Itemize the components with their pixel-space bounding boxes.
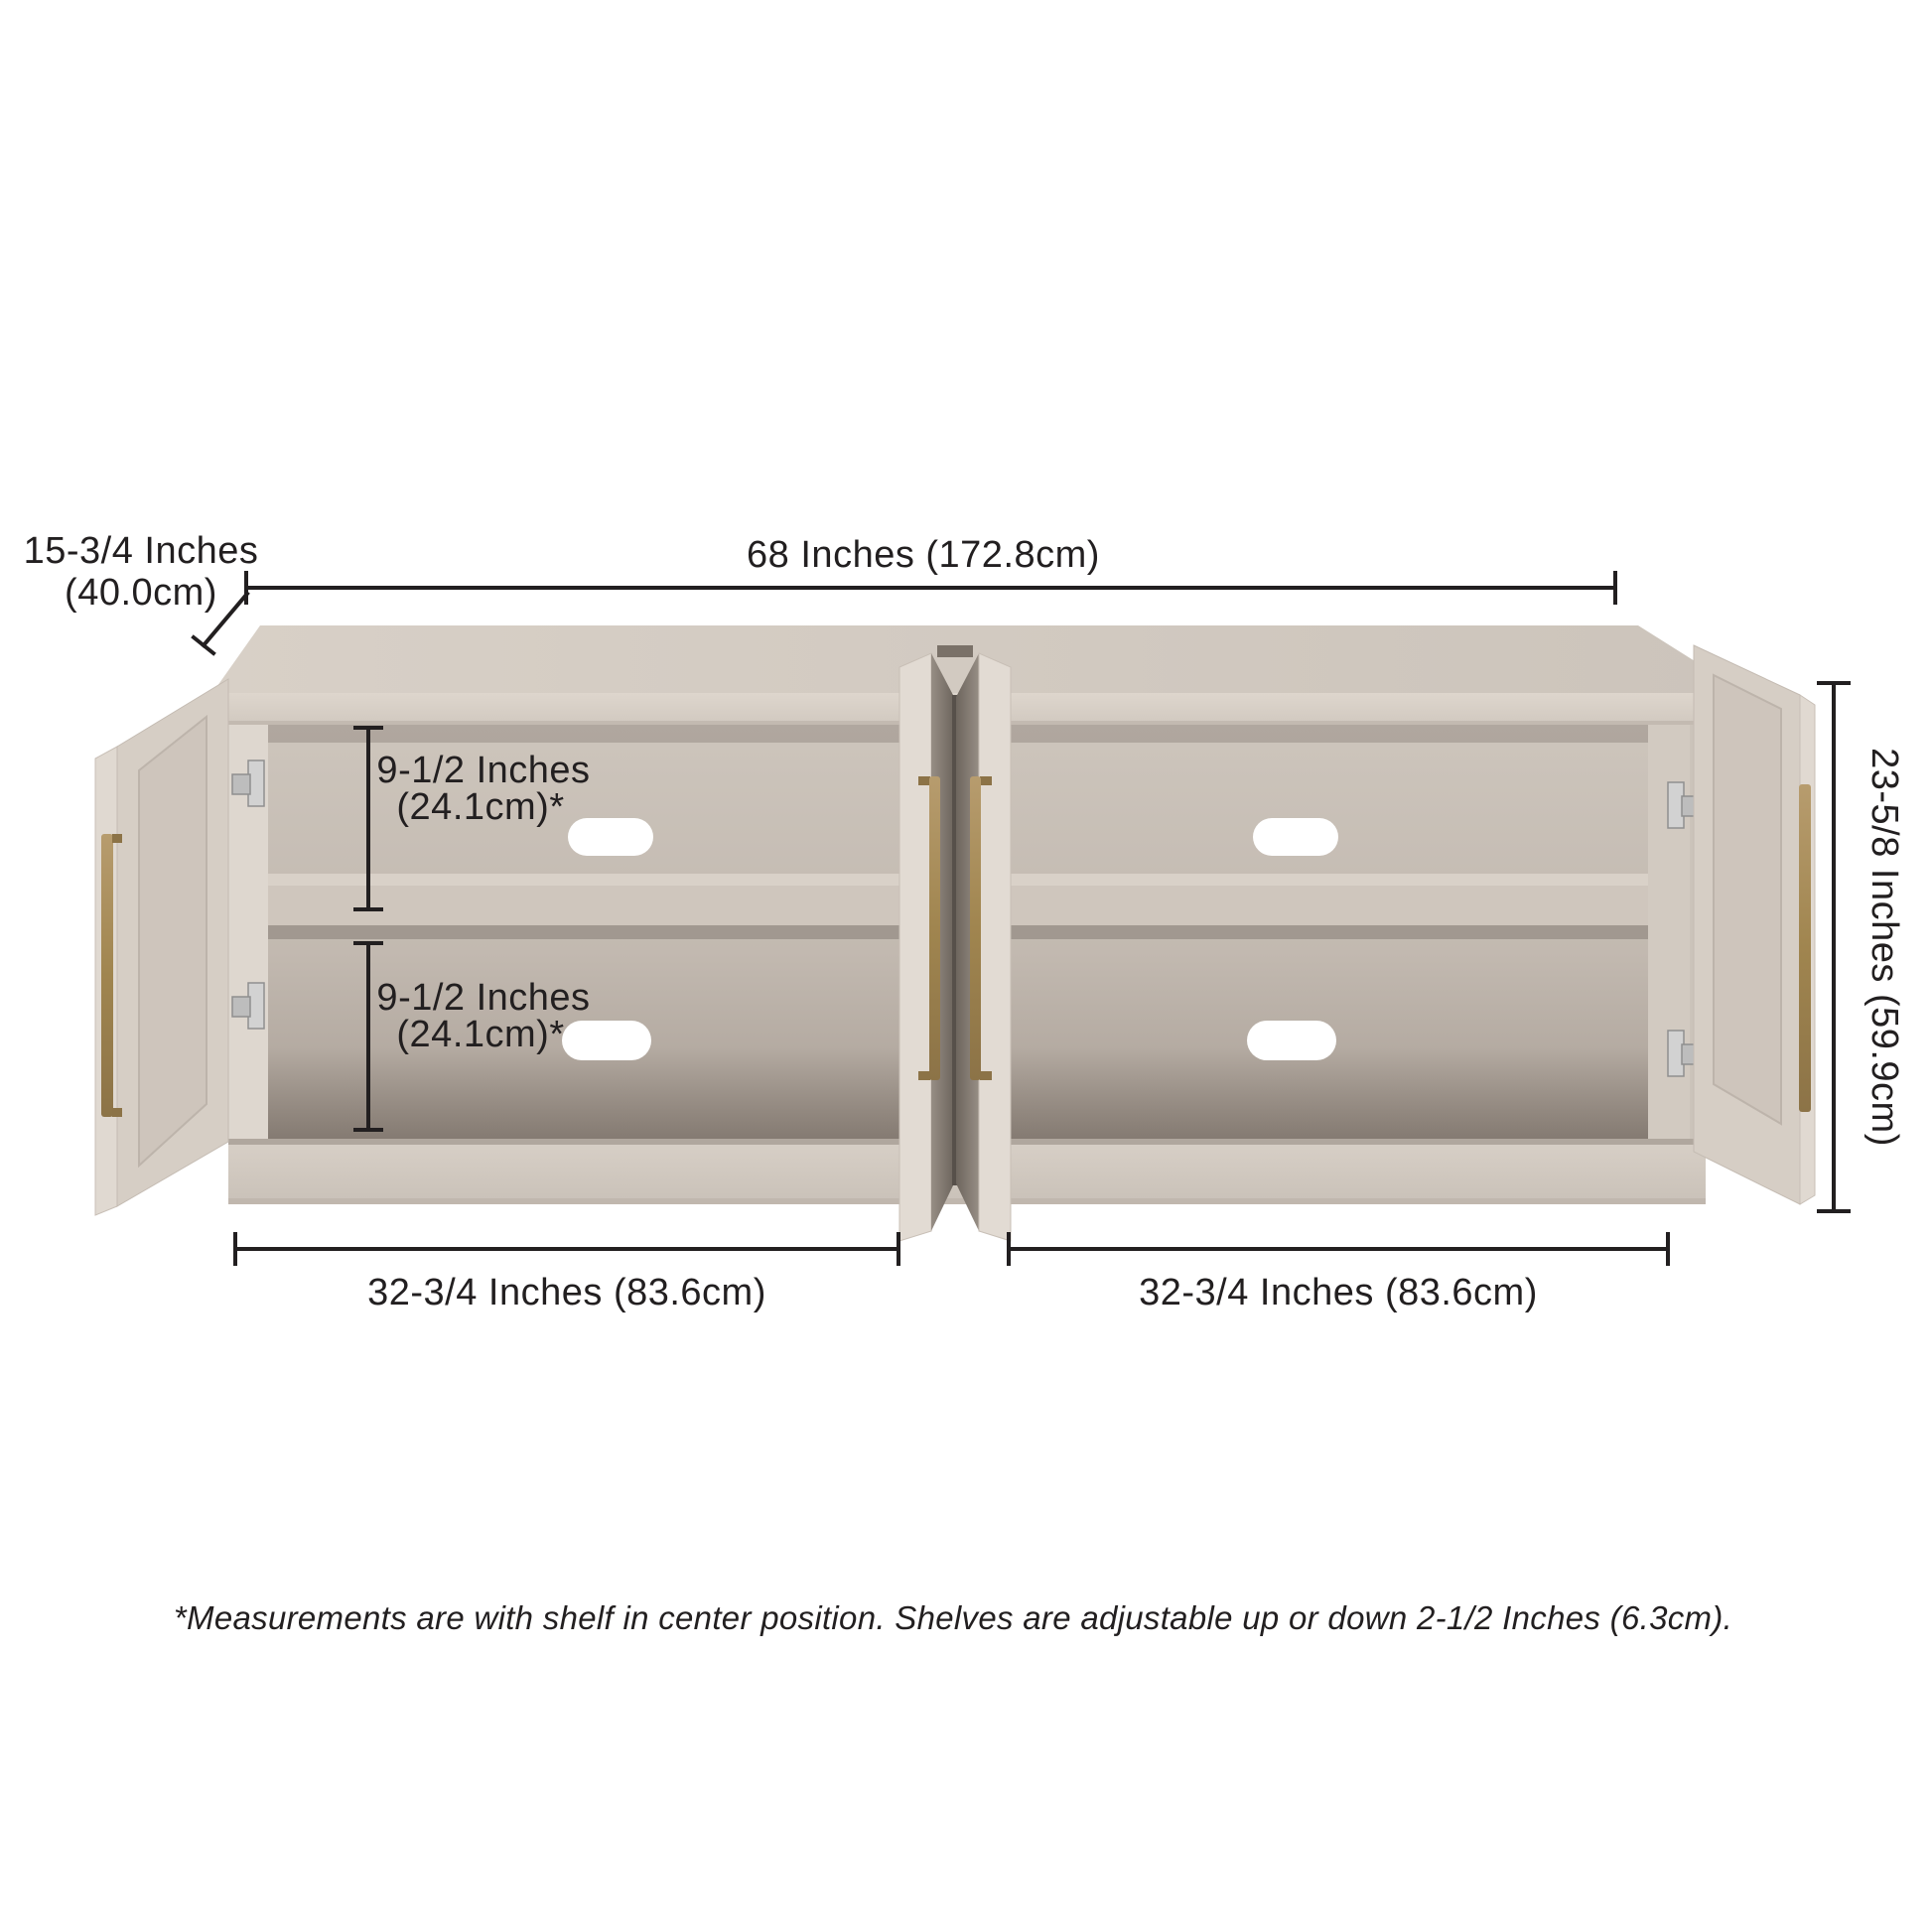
height-dimension-line	[1819, 683, 1849, 1211]
center-doors	[899, 645, 1011, 1241]
right-door-recessed-panel	[1714, 675, 1781, 1124]
upper-compartment-label-line1: 9-1/2 Inches	[376, 750, 591, 792]
depth-label-line2: (40.0cm)	[65, 572, 217, 615]
left-door	[95, 679, 228, 1215]
right-door-handle	[1799, 784, 1811, 1112]
right-shelf	[1011, 874, 1648, 939]
lower-compartment-label-line1: 9-1/2 Inches	[376, 977, 591, 1020]
cable-hole-upper-right	[1253, 818, 1338, 856]
upper-compartment-label-line2: (24.1cm)*	[396, 786, 565, 829]
cable-hole-lower-right	[1247, 1021, 1336, 1060]
center-left-door-edge	[899, 653, 931, 1241]
measurement-footnote: *Measurements are with shelf in center position. Shelves are adjustable up or down 2-1/2 Inches (6.3cm).	[173, 1599, 1733, 1636]
left-shelf	[268, 874, 899, 939]
lower-compartment-label-line2: (24.1cm)*	[396, 1014, 565, 1056]
right-cabinet-dimension-line	[1009, 1234, 1668, 1264]
cable-hole-lower-left	[562, 1021, 651, 1060]
center-top-hinge	[937, 645, 973, 657]
cable-hole-upper-left	[568, 818, 653, 856]
depth-label-line1: 15-3/4 Inches	[23, 530, 259, 573]
center-right-door-edge	[979, 653, 1011, 1241]
height-label: 23-5/8 Inches (59.9cm)	[1863, 748, 1905, 1147]
right-cabinet-width-label: 32-3/4 Inches (83.6cm)	[1139, 1272, 1538, 1314]
left-door-recessed-panel	[139, 717, 207, 1166]
left-cabinet-dimension-line	[235, 1234, 898, 1264]
right-door	[1694, 645, 1815, 1204]
left-cabinet-width-label: 32-3/4 Inches (83.6cm)	[367, 1272, 766, 1314]
width-dimension-line	[246, 573, 1615, 603]
width-label: 68 Inches (172.8cm)	[747, 534, 1100, 577]
